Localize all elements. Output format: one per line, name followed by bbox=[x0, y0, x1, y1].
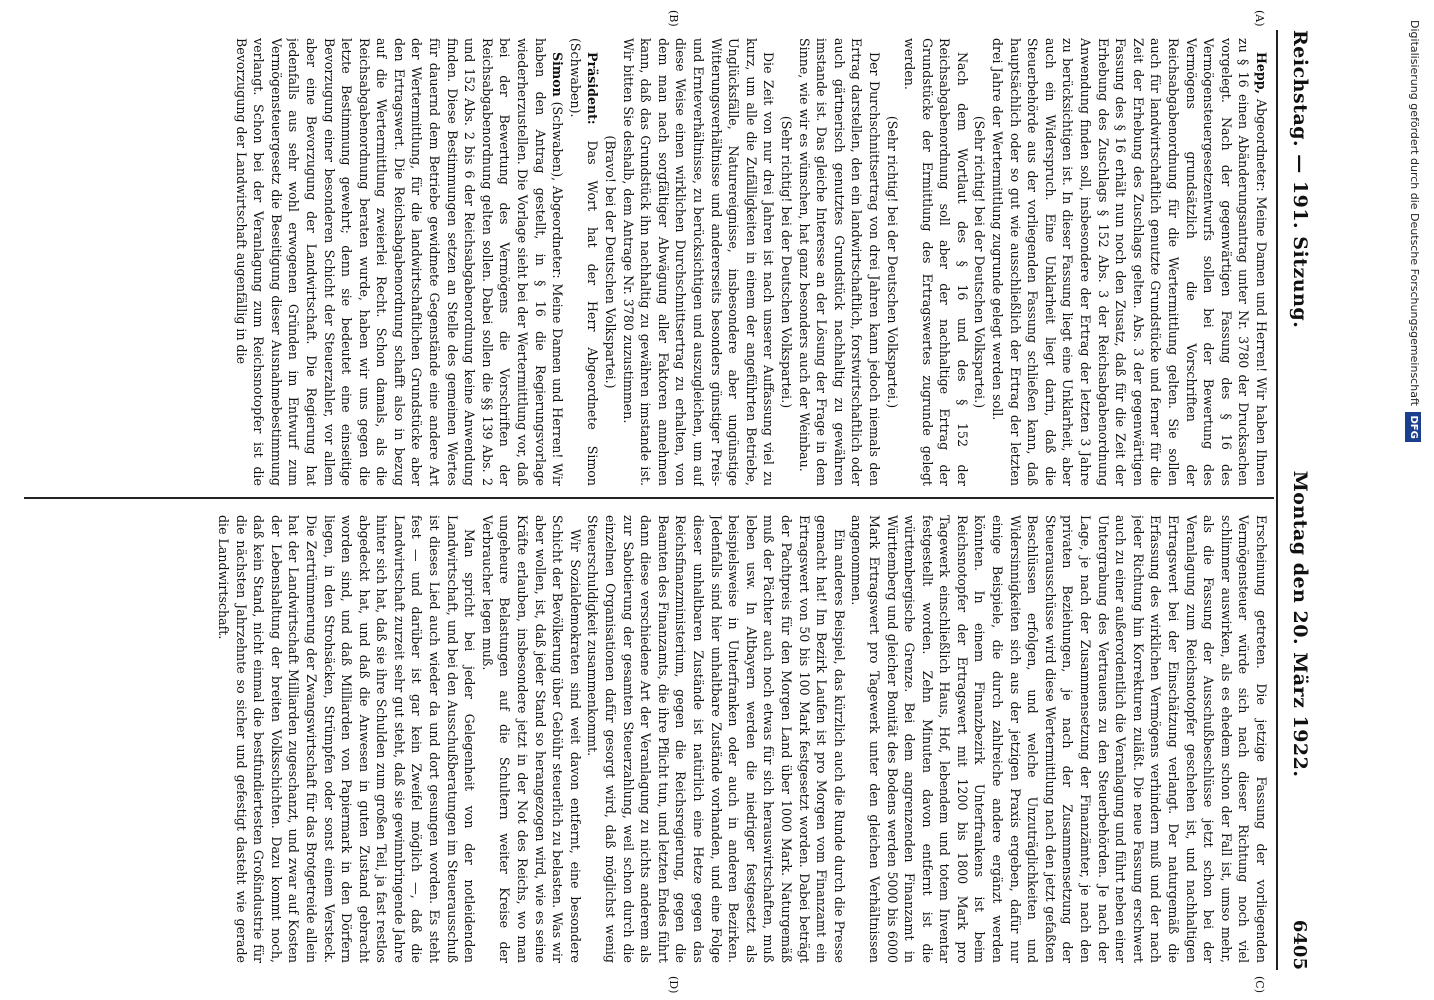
margin-marker-a: (A) bbox=[1253, 10, 1266, 27]
speaker-name: Präsident: bbox=[585, 52, 601, 125]
paragraph-text: Abgeordneter: Meine Damen und Herren! Wir haben Ihnen zu § 16 einen Abänderungsantrag unter Nr. 3780 der Drucksachen vorgelegt. Nach der gegenwärtigen Fassung des § 16 des Vermögensteuergesetzentwurfs sollen bei der Bewertung des Vermögens grundsätzlich die Vorschriften der Reichsabgabenordnung für die Wertermittlung gelten. Sie sollen auch für landwirtschaftlich genutzte Grundstücke und ferner für die Zeit der Erhebung des Zuschlags gelten. Abs. 3 der gegenwärtigen Fassung des § 16 erhält nun noch den Zusatz, daß für die Zeit der Erhebung des Zuschlags § 152 Abs. 3 der Reichsabgabenordnung Anwendung finden soll, insbesondere der Ertrag der letzten 3 Jahre zu berücksichtigen ist. In dieser Fassung liegt eine Unklarheit, aber auch ein Widerspruch. Eine Unklarheit liegt darin, daß die Steuerbehörde aus der vorliegenden Fassung schließen kann, daß hauptsächlich oder so gut wie ausschließlich der Ertrag der letzten drei Jahre der Wertermittlung zugrunde gelegt werden soll. bbox=[990, 38, 1269, 486]
paragraph: Erscheinung getreten. Die jetzige Fassung der vorliegenden Vermögensteuer würde sich nach dieser Richtung noch viel schlimmer auswirken, als es ehedem schon der Fall ist, umso mehr, als die Fassung der Ausschußbeschlüsse jetzt schon bei der Veranlagung zum Reichsnotopfer geschehen ist, und nachhaltigen Ertragswert bei der Einschätzung verlangt. Der naturgemäß die Erfassung des wirklichen Vermögens verhindern muß und der nach jeder Richtung hin Korrekturen zuläßt. Die neue Fassung erschwert auch zu einer außerordentlich die Veranlagung und führt neben einer Untergrabung des Vertrauens zu den Steuerbehörden. Je nach der Lage, je nach der Zusammensetzung der Finanzämter, je nach den privaten Beziehungen, je nach der Zusammensetzung der Steuerausschüsse wird diese Wertermittlung nach den jetzt gefaßten Beschlüssen erfolgen, und welche Unzuträglichkeiten und Widersinnigkeiten sich aus der jetzigen Praxis ergeben, dafür nur einige Beispiele, die durch zahlreiche andere ergänzt werden könnten. In einem Finanzbezirk Unterfrankens ist beim Reichsnotopfer der Ertragswert mit 1200 bis 1800 Mark pro Tagewerk einschließlich Haus, Hof, lebendem und totem Inventar festgestellt worden. Zehn Minuten davon entfernt ist die württembergische Grenze. Bei dem angrenzenden Finanzamt in Württemberg und gleicher Bonität des Bodens werden 5000 bis 6000 Mark Ertragswert pro Tagewerk unter den gleichen Verhältnissen angenommen. bbox=[849, 515, 1269, 963]
interjection: (Sehr richtig! bei der Deutschen Volkspartei.) bbox=[884, 115, 900, 409]
paragraph: Ein anderes Beispiel, das kürzlich auch die Runde durch die Presse gemacht hat! Im Bezirk Laufen ist pro Morgen vom Finanzamt ein Ertragswert von 50 bis 100 Mark festgesetzt worden. Dabei beträgt der Pachtpreis für den Morgen Land über 1000 Mark. Naturgemäß muß der Pächter auch noch etwas für sich herauswirtschaften, muß leben usw. In Altbayern werden die niedriger festgesetzt als beispielsweise in Unterfranken oder auch in anderen Bezirken. Jedenfalls sind hier unhaltbare Zustände vorhanden, und eine Folge dieser unhaltbaren Zustände ist natürlich eine Hetze gegen das Reichsfinanzministerium, gegen die Reichsregierung, gegen die Beamten des Finanzamts, die ihre Pflicht tun, und letzten Endes führt dann diese verschiedene Art der Veranlagung zu nichts anderem als zur Sabotierung der gesamten Steuerzahlung, weil schon durch die einzelnen Organisationen dafür gesorgt wird, daß möglichst wenig Steuerschuldigkeit zusammenkommt. bbox=[585, 515, 847, 963]
margin-marker-d: (D) bbox=[667, 976, 680, 994]
header-rule bbox=[1276, 30, 1278, 970]
speaker-name: Hepp, bbox=[1254, 52, 1269, 94]
paragraph bbox=[566, 38, 601, 486]
page-number: 6405 bbox=[1289, 919, 1311, 970]
interjection: (Sehr richtig! bei der Deutschen Volkspartei.) bbox=[778, 115, 794, 409]
paragraph-text: (Schwaben), Abgeordneter: Meine Damen und Herren! Wir haben den Antrag gestellt, in § 16 die Regierungsvorlage wiederherzustellen. Die Vorlage sieht bei der Wertermittlung vor, daß bei der Bewertung des Vermögens die Vorschriften der Reichsabgabenordnung gelten sollen. Dabei sollen die §§ 139 Abs. 2 und 152 Abs. 2 bis 6 der Reichsabgabenordnung keine Anwendung finden. Diese Bestimmungen setzen an Stelle des gemeinen Wertes für dauernd dem Betriebe gewidmete Gegenstände eine andere Art der Wertermittlung, für die landwirtschaftlichen Grundstücke aber den Ertragswert. Die Reichsabgabenordnung schafft also in bezug auf die Wertermittlung zweierlei Recht. Schon damals, als die Reichsabgabenordnung beraten wurde, haben wir uns gegen die letzte Bestimmung gewehrt; denn sie bedeutet eine einseitige Bevorzugung einer besonderen Schicht der Steuerzahler, vor allem aber eine Bevorzugung der Landwirtschaft. Die Regierung hat jedenfalls aus sehr wohl erwogenen Gründen im Entwurf zum Vermögensteuergesetz die Beseitigung dieser Ausnahmebestimmung verlangt. Schon bei der Veranlagung zum Reichsnotopfer ist die Bevorzugung der Landwirtschaft augenfällig in die bbox=[233, 38, 566, 486]
header-date: Montag den 20. März 1922. bbox=[1289, 470, 1311, 778]
interjection: (Bravo! bei der Deutschen Volkspartei.) bbox=[603, 135, 619, 389]
page-header bbox=[1282, 30, 1318, 970]
right-column bbox=[20, 515, 1270, 963]
dfg-logo: DFG bbox=[1405, 412, 1421, 441]
column-divider bbox=[24, 497, 1274, 499]
paragraph: Wir Sozialdemokraten sind weit davon entfernt, eine besondere Schicht der Bevölkerung über Gebühr steuerlich zu belasten. Was wir aber wollen, ist, daß jeder Stand so herangezogen wird, wie es seine Kräfte erlauben, insbesondere jetzt in der Not des Reichs, wo man ungeheure Belastungen auf die Schultern weiter Kreise der Verbraucher legen muß. bbox=[479, 515, 583, 963]
paragraph: Der Durchschnittsertrag von drei Jahren kann jedoch niemals den Ertrag darstellen, den ein landwirtschaftlich, forstwirtschaftlich oder auch gärtnerisch genutztes Grundstück nachhaltig zu gewähren imstande ist. Das gleiche Interesse an der Lösung der Frage in dem Sinne, wie wir es wünschen, hat ganz besonders auch der Weinbau. bbox=[796, 38, 882, 486]
margin-marker-b: (B) bbox=[667, 10, 680, 27]
paragraph: Man spricht bei jeder Gelegenheit von der notleidenden Landwirtschaft, und bei den Ausschußberatungen im Steuerausschuß ist dieses Lied auch wieder da und dort gesungen worden. Es steht fest — und darüber ist gar kein Zweifel möglich —, daß die Landwirtschaft zurzeit sehr gut steht, daß sie gewinnbringende Jahre hinter sich hat, daß sie ihre Schulden zum großen Teil, ja fast restlos abgedeckt hat, und daß die Anwesen in guten Zustand gebracht worden sind, und daß Milliarden von Papiermark in den Dörfern liegen, in den Strohsäcken, Strümpfen oder sonst einem Versteck. Die Zertrümmerung der Zwangswirtschaft für das Brotgetreide allein hat der Landwirtschaft Milliarden zugeschanzt, und zwar auf Kosten der Lebenshaltung der breiten Volksschichten. Dazu kommt noch, daß kein Stand, nicht einmal die bestfundiertesten Großindustrie für die nächsten Jahrzehnte so sicher und gefestigt dasteht wie gerade die Landwirtschaft. bbox=[215, 515, 478, 963]
header-session: Reichstag. — 191. Sitzung. bbox=[1289, 30, 1311, 329]
speaker-name: Simon bbox=[550, 52, 566, 97]
paragraph-text: Das Wort hat der Herr Abgeordnete Simon (Schwaben). bbox=[567, 38, 601, 486]
margin-marker-c: (C) bbox=[1253, 976, 1266, 993]
paragraph: Nach dem Wortlaut des § 16 und des § 152 der Reichsabgabenordnung soll aber der nachhaltige Ertrag der Grundstücke der Ermittlung des Ertragswertes zugrunde gelegt werden. bbox=[902, 38, 970, 486]
interjection: (Sehr richtig! bei der Deutschen Volkspartei.) bbox=[972, 115, 988, 409]
digitization-note bbox=[1402, 20, 1426, 980]
paragraph bbox=[232, 38, 566, 486]
left-column bbox=[20, 38, 1270, 486]
digitization-text: Digitalisierung gefördert durch die Deutsche Forschungsgemeinschaft bbox=[1408, 20, 1421, 406]
paragraph: Die Zeit von nur drei Jahren ist nach unserer Auffassung viel zu kurz, um alle die Zufälligkeiten in einem der angeführten Betriebe, Unglücksfälle, Naturereignisse, insbesondere aber ungünstige Witterungsverhältnisse und andererseits besonders günstiger Preis- und Ernteverhältnisse, zu berücksichtigen und auszugleichen, um auf diese Weise einen wirklichen Durchschnittsertrag zu erhalten, von dem man nach sorgfältiger Abwägung aller Faktoren annehmen kann, daß das Grundstück ihn nachhaltig zu gewähren imstande ist. Wir bitten Sie deshalb, dem Antrage Nr. 3780 zuzustimmen. bbox=[620, 38, 777, 486]
paragraph bbox=[989, 38, 1271, 486]
